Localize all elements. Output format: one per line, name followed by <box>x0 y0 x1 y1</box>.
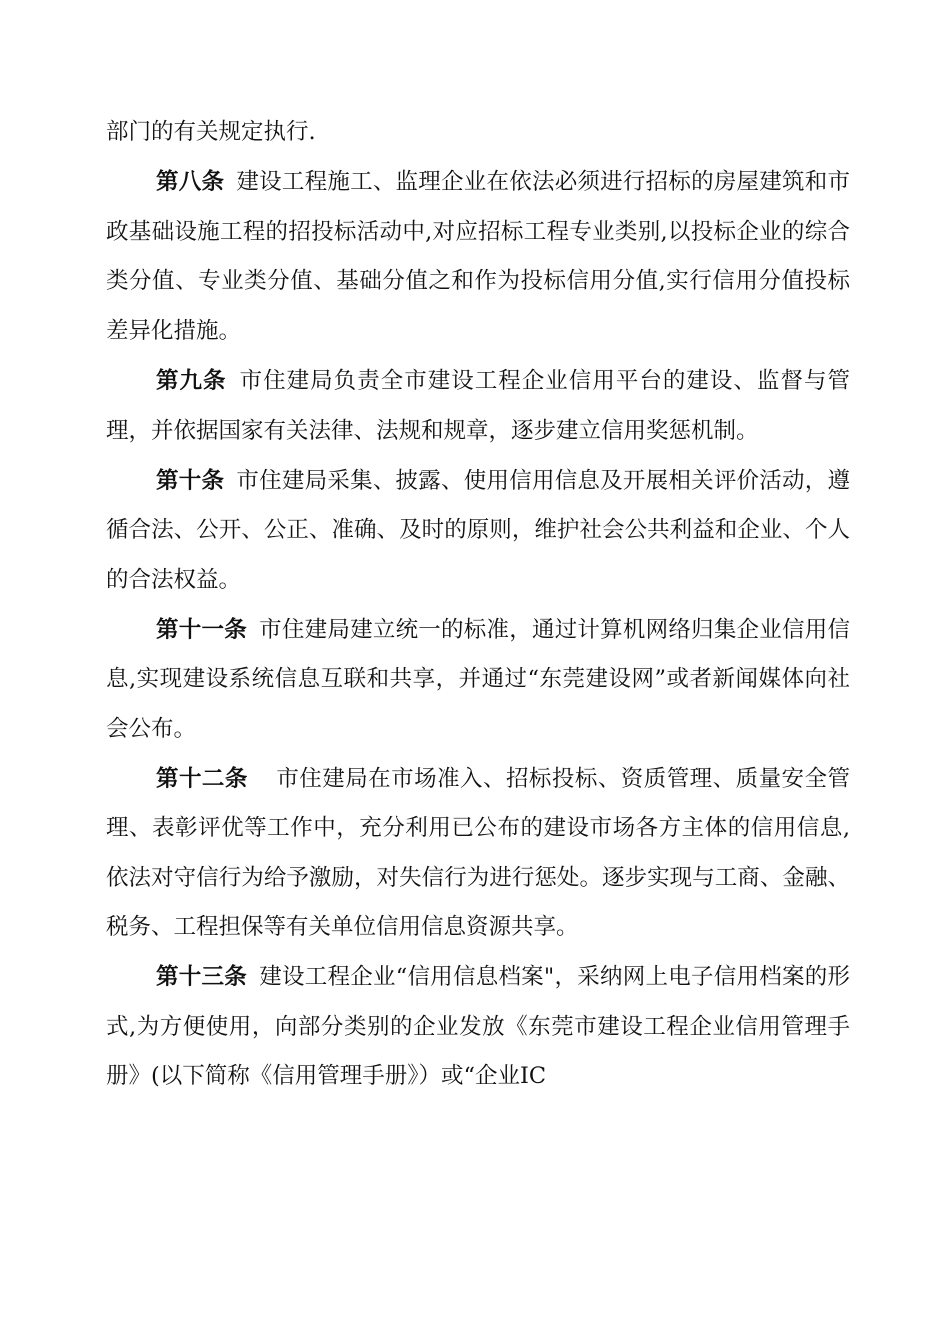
article-heading: 第十一条 <box>156 616 247 643</box>
paragraph-article-11 <box>106 606 850 755</box>
paragraph-text: 市住建局负责全市建设工程企业信用平台的建设、监督与管理，并依据国家有关法律、法规和规章，逐步建立信用奖惩机制。 <box>106 368 850 444</box>
paragraph-text: 建设工程企业“信用信息档案"，采纳网上电子信用档案的形式,为方便使用，向部分类别的企业发放《东莞市建设工程企业信用管理手册》(以下简称《信用管理手册》）或“企业IC <box>106 964 850 1089</box>
document-body <box>106 108 850 1102</box>
paragraph-article-9 <box>106 357 850 456</box>
paragraph-article-10 <box>106 457 850 606</box>
paragraph-article-8 <box>106 158 850 356</box>
paragraph-article-13 <box>106 953 850 1102</box>
paragraph-continuation <box>106 108 850 158</box>
article-heading: 第十条 <box>156 467 225 494</box>
article-heading: 第十二条 <box>156 765 248 792</box>
paragraph-text: 市住建局建立统一的标准，通过计算机网络归集企业信用信息,实现建设系统信息互联和共享，并通过“东莞建设网”或者新闻媒体向社会公布。 <box>106 616 850 742</box>
article-heading: 第十三条 <box>156 964 247 990</box>
paragraph-article-12 <box>106 755 850 953</box>
paragraph-text: 市住建局在市场准入、招标投标、资质管理、质量安全管理、表彰评优等工作中，充分利用已公布的建设市场各方主体的信用信息,依法对守信行为给予激励，对失信行为进行惩处。逐步实现与工商、金融、税务、工程担保等有关单位信用信息资源共享。 <box>106 765 850 940</box>
paragraph-text: 建设工程施工、监理企业在依法必须进行招标的房屋建筑和市政基础设施工程的招投标活动中,对应招标工程专业类别,以投标企业的综合类分值、专业类分值、基础分值之和作为投标信用分值,实行信用分值投标差异化措施。 <box>106 169 850 344</box>
paragraph-text: 部门的有关规定执行. <box>106 119 316 145</box>
article-heading: 第八条 <box>156 169 225 195</box>
paragraph-text: 市住建局采集、披露、使用信用信息及开展相关评价活动，遵循合法、公开、公正、准确、及时的原则，维护社会公共利益和企业、个人的合法权益。 <box>106 467 850 593</box>
article-heading: 第九条 <box>156 368 227 394</box>
